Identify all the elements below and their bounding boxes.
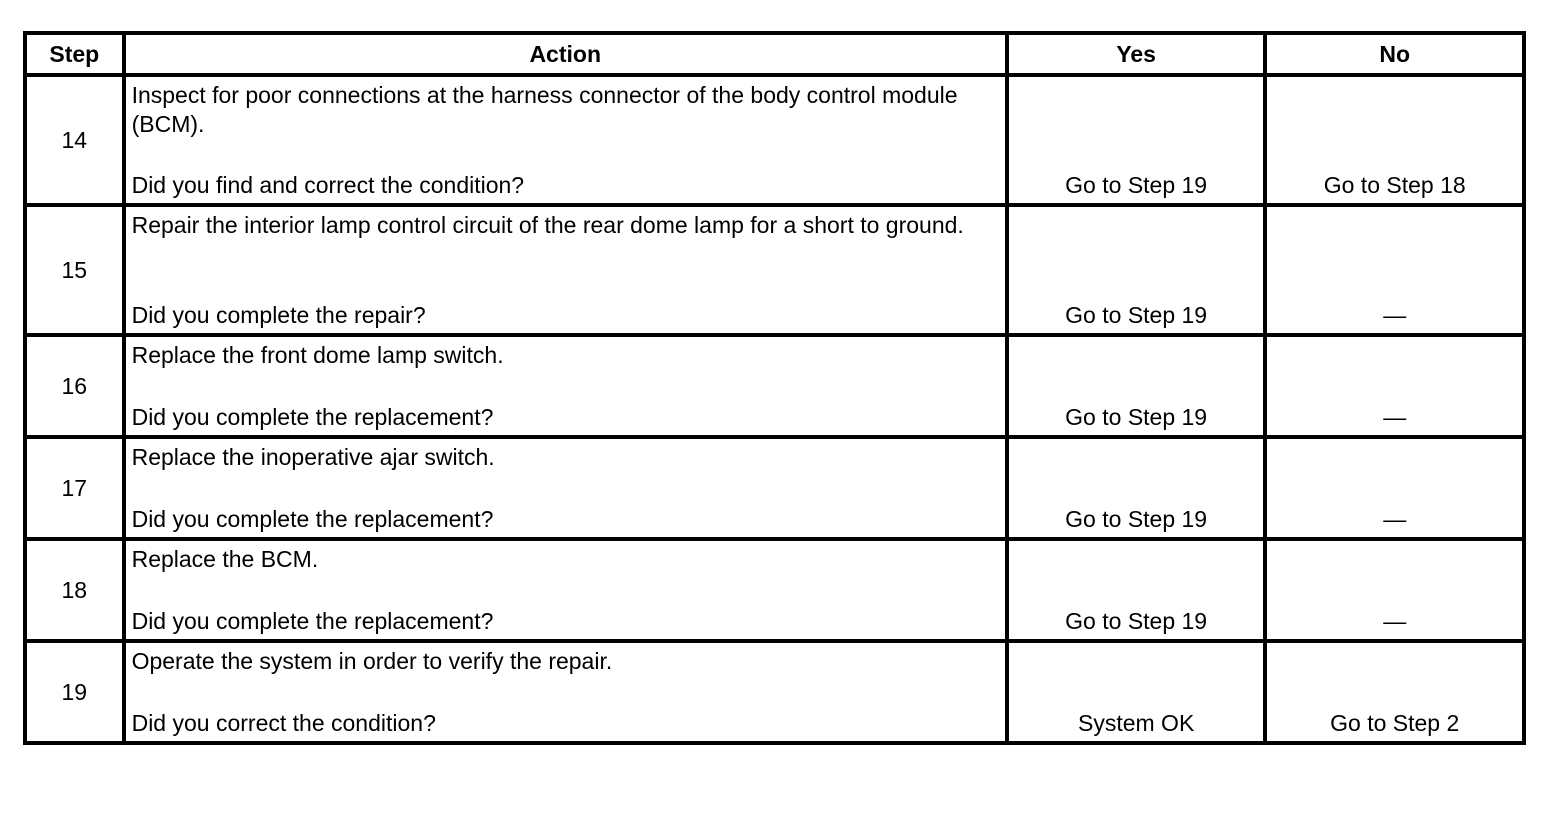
header-step: Step [25,33,124,75]
table-row [25,539,1524,641]
table-row [25,641,1524,743]
action-text: Inspect for poor connections at the harness connector of the body control module (BCM). [131,82,958,137]
yes-cell [1007,437,1266,539]
yes-cell [1007,335,1266,437]
table-row [25,205,1524,335]
yes-cell [1007,641,1266,743]
table-row [25,437,1524,539]
action-text: Operate the system in order to verify the repair. [131,648,613,674]
header-action: Action [124,33,1007,75]
question-text: Did you complete the replacement? [131,506,494,532]
yes-result: Go to Step 19 [1065,302,1208,328]
no-result: — [1383,506,1407,532]
question-text: Did you find and correct the condition? [131,172,525,198]
yes-result: Go to Step 19 [1065,172,1208,198]
question-text: Did you correct the condition? [131,710,436,736]
step-number: 14 [25,75,124,205]
yes-result: Go to Step 19 [1065,404,1208,430]
action-cell [124,437,1007,539]
action-cell [124,539,1007,641]
question-text: Did you complete the repair? [131,302,426,328]
yes-result: Go to Step 19 [1065,608,1208,634]
action-text: Replace the BCM. [131,546,319,572]
no-cell [1265,437,1524,539]
step-number: 17 [25,437,124,539]
action-text: Repair the interior lamp control circuit of the rear dome lamp for a short to ground. [131,212,964,238]
no-result: — [1383,302,1407,328]
action-cell [124,205,1007,335]
step-number: 15 [25,205,124,335]
step-number: 16 [25,335,124,437]
yes-result: System OK [1077,710,1195,736]
no-cell [1265,75,1524,205]
question-text: Did you complete the replacement? [131,608,494,634]
header-no: No [1265,33,1524,75]
step-number: 19 [25,641,124,743]
no-result: — [1383,608,1407,634]
yes-result: Go to Step 19 [1065,506,1208,532]
question-text: Did you complete the replacement? [131,404,494,430]
yes-cell [1007,75,1266,205]
action-text: Replace the front dome lamp switch. [131,342,504,368]
no-result: Go to Step 2 [1330,710,1460,736]
yes-cell [1007,205,1266,335]
action-cell [124,75,1007,205]
no-result: — [1383,404,1407,430]
no-cell [1265,641,1524,743]
table-row [25,335,1524,437]
action-cell [124,335,1007,437]
diagnostic-step-table [23,31,1526,745]
no-cell [1265,205,1524,335]
no-cell [1265,335,1524,437]
table-row [25,75,1524,205]
no-result: Go to Step 18 [1323,172,1466,198]
table-header-row [25,33,1524,75]
yes-cell [1007,539,1266,641]
action-cell [124,641,1007,743]
header-yes: Yes [1007,33,1266,75]
no-cell [1265,539,1524,641]
step-number: 18 [25,539,124,641]
action-text: Replace the inoperative ajar switch. [131,444,495,470]
